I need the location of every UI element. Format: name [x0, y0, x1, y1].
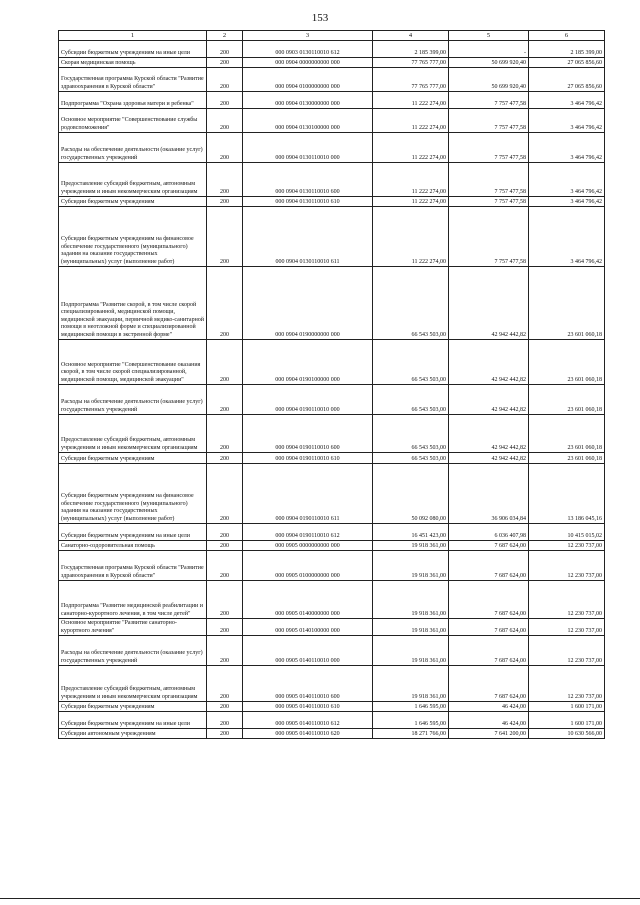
row-value-5: 50 699 920,40: [449, 58, 529, 68]
row-value-6: 10 415 015,02: [529, 524, 605, 541]
row-value-4: 19 918 361,00: [373, 636, 449, 666]
row-name: Субсидии автономным учреждениям: [59, 729, 207, 739]
row-code-2: 200: [207, 712, 243, 729]
row-name: Предоставление субсидий бюджетным, автономным учреждениям и иным некоммерческим организациям: [59, 415, 207, 453]
row-name: Предоставление субсидий бюджетным, автономным учреждениям и иным некоммерческим организациям: [59, 163, 207, 197]
row-value-5: 7 687 624,00: [449, 541, 529, 551]
row-value-4: 66 543 503,00: [373, 385, 449, 415]
row-value-6: 1 600 171,00: [529, 712, 605, 729]
row-classification-code: 000 0904 0130110010 000: [243, 133, 373, 163]
row-code-2: 200: [207, 524, 243, 541]
row-value-6: 3 464 796,42: [529, 197, 605, 207]
row-name: Основное мероприятие "Совершенствование оказания скорой, в том числе скорой специализированной, медицинской помощи, медицинской эвакуации": [59, 340, 207, 385]
row-name: Государственная программа Курской области "Развитие здравоохранения в Курской области": [59, 551, 207, 581]
row-code-2: 200: [207, 453, 243, 464]
row-code-2: 200: [207, 702, 243, 712]
row-code-2: 200: [207, 109, 243, 133]
row-value-6: 27 065 856,60: [529, 58, 605, 68]
row-classification-code: 000 0904 0190110010 000: [243, 385, 373, 415]
header-row: [59, 31, 605, 41]
row-value-4: 1 646 595,00: [373, 702, 449, 712]
table-row: [59, 524, 605, 541]
row-value-6: 10 630 566,00: [529, 729, 605, 739]
row-classification-code: 000 0904 0190000000 000: [243, 267, 373, 340]
row-name: Расходы на обеспечение деятельности (оказание услуг) государственных учреждений: [59, 636, 207, 666]
row-value-4: 66 543 503,00: [373, 340, 449, 385]
row-name: Субсидии бюджетным учреждениям на финансовое обеспечение государственного (муниципального) задания на оказание государственных (муниципальных) услуг (выполнение работ): [59, 464, 207, 524]
table-row: [59, 163, 605, 197]
table-row: [59, 385, 605, 415]
row-name: Субсидии бюджетным учреждениям: [59, 702, 207, 712]
row-code-2: 200: [207, 666, 243, 702]
row-value-4: 19 918 361,00: [373, 541, 449, 551]
row-value-5: 42 942 442,82: [449, 415, 529, 453]
row-classification-code: 000 0904 0130110010 600: [243, 163, 373, 197]
row-value-4: 16 451 423,00: [373, 524, 449, 541]
table-row: [59, 636, 605, 666]
table-body: [59, 41, 605, 739]
row-value-4: 1 646 595,00: [373, 712, 449, 729]
row-name: Основное мероприятие "Совершенствование службы родовспоможения": [59, 109, 207, 133]
row-classification-code: 000 0905 0140000000 000: [243, 581, 373, 619]
table-row: [59, 41, 605, 58]
row-value-4: 77 765 777,00: [373, 68, 449, 92]
row-value-4: 11 222 274,00: [373, 133, 449, 163]
table-row: [59, 197, 605, 207]
row-value-4: 11 222 274,00: [373, 163, 449, 197]
row-value-4: 11 222 274,00: [373, 197, 449, 207]
row-value-6: 3 464 796,42: [529, 163, 605, 197]
row-name: Субсидии бюджетным учреждениям: [59, 453, 207, 464]
row-classification-code: 000 0904 0190110010 611: [243, 464, 373, 524]
row-classification-code: 000 0904 0190110010 600: [243, 415, 373, 453]
row-code-2: 200: [207, 197, 243, 207]
row-classification-code: 000 0903 0130110010 612: [243, 41, 373, 58]
table-row: [59, 702, 605, 712]
row-value-6: 23 601 060,18: [529, 340, 605, 385]
header-col-3: 3: [243, 31, 373, 41]
row-classification-code: 000 0904 0190100000 000: [243, 340, 373, 385]
row-classification-code: 000 0904 0130110010 610: [243, 197, 373, 207]
row-value-6: 23 601 060,18: [529, 267, 605, 340]
row-value-5: 7 757 477,58: [449, 133, 529, 163]
table-row: [59, 207, 605, 267]
row-value-4: 66 543 503,00: [373, 267, 449, 340]
row-code-2: 200: [207, 619, 243, 636]
row-classification-code: 000 0905 0140110010 000: [243, 636, 373, 666]
row-name: Субсидии бюджетным учреждениям на иные цели: [59, 712, 207, 729]
row-value-6: 12 230 737,00: [529, 541, 605, 551]
row-code-2: 200: [207, 68, 243, 92]
row-value-5: 7 757 477,58: [449, 197, 529, 207]
row-value-5: 7 757 477,58: [449, 109, 529, 133]
row-value-5: 7 641 200,00: [449, 729, 529, 739]
header-col-2: 2: [207, 31, 243, 41]
row-value-6: 23 601 060,18: [529, 453, 605, 464]
row-value-4: 66 543 503,00: [373, 453, 449, 464]
row-code-2: 200: [207, 551, 243, 581]
page-number: 153: [311, 12, 329, 24]
row-value-5: 42 942 442,82: [449, 385, 529, 415]
row-value-5: 7 687 624,00: [449, 666, 529, 702]
table-row: [59, 58, 605, 68]
row-value-4: 19 918 361,00: [373, 619, 449, 636]
row-code-2: 200: [207, 133, 243, 163]
row-value-5: 7 757 477,58: [449, 163, 529, 197]
row-code-2: 200: [207, 464, 243, 524]
row-classification-code: 000 0904 0190110010 610: [243, 453, 373, 464]
row-value-6: 23 601 060,18: [529, 385, 605, 415]
bottom-rule: [0, 898, 640, 899]
row-name: Подпрограмма "Развитие медицинской реабилитации и санаторно-курортного лечения, в том числе детей": [59, 581, 207, 619]
row-name: Субсидии бюджетным учреждениям на финансовое обеспечение государственного (муниципального) задания на оказание государственных (муниципальных) услуг (выполнение работ): [59, 207, 207, 267]
row-classification-code: 000 0904 0130110010 611: [243, 207, 373, 267]
row-value-5: 50 699 920,40: [449, 68, 529, 92]
row-name: Основное мероприятие "Развитие санаторно-курортного лечения": [59, 619, 207, 636]
row-code-2: 200: [207, 636, 243, 666]
row-name: Предоставление субсидий бюджетным, автономным учреждениям и иным некоммерческим организациям: [59, 666, 207, 702]
table-row: [59, 415, 605, 453]
row-code-2: 200: [207, 581, 243, 619]
row-value-6: 12 230 737,00: [529, 581, 605, 619]
table-row: [59, 133, 605, 163]
row-value-6: 3 464 796,42: [529, 207, 605, 267]
budget-table: [58, 30, 605, 739]
row-code-2: 200: [207, 58, 243, 68]
table-row: [59, 551, 605, 581]
table-row: [59, 729, 605, 739]
row-value-5: 36 906 034,84: [449, 464, 529, 524]
row-classification-code: 000 0904 0130000000 000: [243, 92, 373, 109]
row-code-2: 200: [207, 41, 243, 58]
row-value-6: 12 230 737,00: [529, 619, 605, 636]
row-classification-code: 000 0904 0000000000 000: [243, 58, 373, 68]
row-classification-code: 000 0905 0140110010 600: [243, 666, 373, 702]
row-value-5: 7 757 477,58: [449, 92, 529, 109]
table-row: [59, 541, 605, 551]
row-value-4: 19 918 361,00: [373, 666, 449, 702]
table-row: [59, 68, 605, 92]
table-row: [59, 619, 605, 636]
row-classification-code: 000 0905 0000000000 000: [243, 541, 373, 551]
row-value-6: 13 186 045,16: [529, 464, 605, 524]
row-value-5: -: [449, 41, 529, 58]
row-value-5: 42 942 442,82: [449, 340, 529, 385]
row-classification-code: 000 0905 0140110010 612: [243, 712, 373, 729]
row-classification-code: 000 0904 0190110010 612: [243, 524, 373, 541]
row-value-5: 42 942 442,82: [449, 267, 529, 340]
row-value-6: 1 600 171,00: [529, 702, 605, 712]
table-row: [59, 581, 605, 619]
row-code-2: 200: [207, 267, 243, 340]
row-value-4: 11 222 274,00: [373, 92, 449, 109]
row-value-4: 11 222 274,00: [373, 109, 449, 133]
row-classification-code: 000 0904 0130100000 000: [243, 109, 373, 133]
table-row: [59, 453, 605, 464]
row-code-2: 200: [207, 415, 243, 453]
table-row: [59, 666, 605, 702]
table-row: [59, 340, 605, 385]
row-name: Субсидии бюджетным учреждениям на иные цели: [59, 41, 207, 58]
row-code-2: 200: [207, 729, 243, 739]
row-value-5: 46 424,00: [449, 702, 529, 712]
row-value-5: 7 687 624,00: [449, 551, 529, 581]
row-code-2: 200: [207, 340, 243, 385]
row-code-2: 200: [207, 541, 243, 551]
row-value-4: 18 271 766,00: [373, 729, 449, 739]
row-value-6: 27 065 856,60: [529, 68, 605, 92]
row-code-2: 200: [207, 385, 243, 415]
row-value-4: 66 543 503,00: [373, 415, 449, 453]
header-col-4: 4: [373, 31, 449, 41]
row-value-4: 77 765 777,00: [373, 58, 449, 68]
header-col-6: 6: [529, 31, 605, 41]
row-value-6: 3 464 796,42: [529, 92, 605, 109]
table-row: [59, 464, 605, 524]
header-col-1: 1: [59, 31, 207, 41]
row-value-6: 3 464 796,42: [529, 109, 605, 133]
table-row: [59, 712, 605, 729]
table-row: [59, 109, 605, 133]
row-value-5: 6 036 407,98: [449, 524, 529, 541]
row-value-5: 7 687 624,00: [449, 581, 529, 619]
row-name: Расходы на обеспечение деятельности (оказание услуг) государственных учреждений: [59, 133, 207, 163]
row-value-5: 7 757 477,58: [449, 207, 529, 267]
row-name: Подпрограмма "Охрана здоровья матери и ребенка": [59, 92, 207, 109]
row-value-5: 42 942 442,82: [449, 453, 529, 464]
row-value-6: 12 230 737,00: [529, 666, 605, 702]
table-row: [59, 92, 605, 109]
row-classification-code: 000 0904 0100000000 000: [243, 68, 373, 92]
row-code-2: 200: [207, 207, 243, 267]
row-name: Государственная программа Курской области "Развитие здравоохранения в Курской области": [59, 68, 207, 92]
row-classification-code: 000 0905 0140110010 620: [243, 729, 373, 739]
row-code-2: 200: [207, 92, 243, 109]
row-name: Санаторно-оздоровительная помощь: [59, 541, 207, 551]
row-value-4: 50 092 080,00: [373, 464, 449, 524]
row-value-4: 2 185 399,00: [373, 41, 449, 58]
row-value-6: 23 601 060,18: [529, 415, 605, 453]
row-code-2: 200: [207, 163, 243, 197]
row-name: Субсидии бюджетным учреждениям на иные цели: [59, 524, 207, 541]
row-classification-code: 000 0905 0100000000 000: [243, 551, 373, 581]
row-name: Субсидии бюджетным учреждениям: [59, 197, 207, 207]
row-value-5: 46 424,00: [449, 712, 529, 729]
row-value-5: 7 687 624,00: [449, 619, 529, 636]
row-value-4: 19 918 361,00: [373, 581, 449, 619]
row-value-4: 19 918 361,00: [373, 551, 449, 581]
row-value-6: 12 230 737,00: [529, 551, 605, 581]
row-value-5: 7 687 624,00: [449, 636, 529, 666]
row-value-4: 11 222 274,00: [373, 207, 449, 267]
header-col-5: 5: [449, 31, 529, 41]
row-classification-code: 000 0905 0140100000 000: [243, 619, 373, 636]
row-name: Скорая медицинская помощь: [59, 58, 207, 68]
row-name: Подпрограмма "Развитие скорой, в том числе скорой специализированной, медицинской помощи, медицинской эвакуации, первичной медико-санитарной помощи в неотложной форме и специализированной медицинской помощи в экстренной форме": [59, 267, 207, 340]
row-value-6: 12 230 737,00: [529, 636, 605, 666]
row-value-6: 2 185 399,00: [529, 41, 605, 58]
row-classification-code: 000 0905 0140110010 610: [243, 702, 373, 712]
row-name: Расходы на обеспечение деятельности (оказание услуг) государственных учреждений: [59, 385, 207, 415]
row-value-6: 3 464 796,42: [529, 133, 605, 163]
table-row: [59, 267, 605, 340]
